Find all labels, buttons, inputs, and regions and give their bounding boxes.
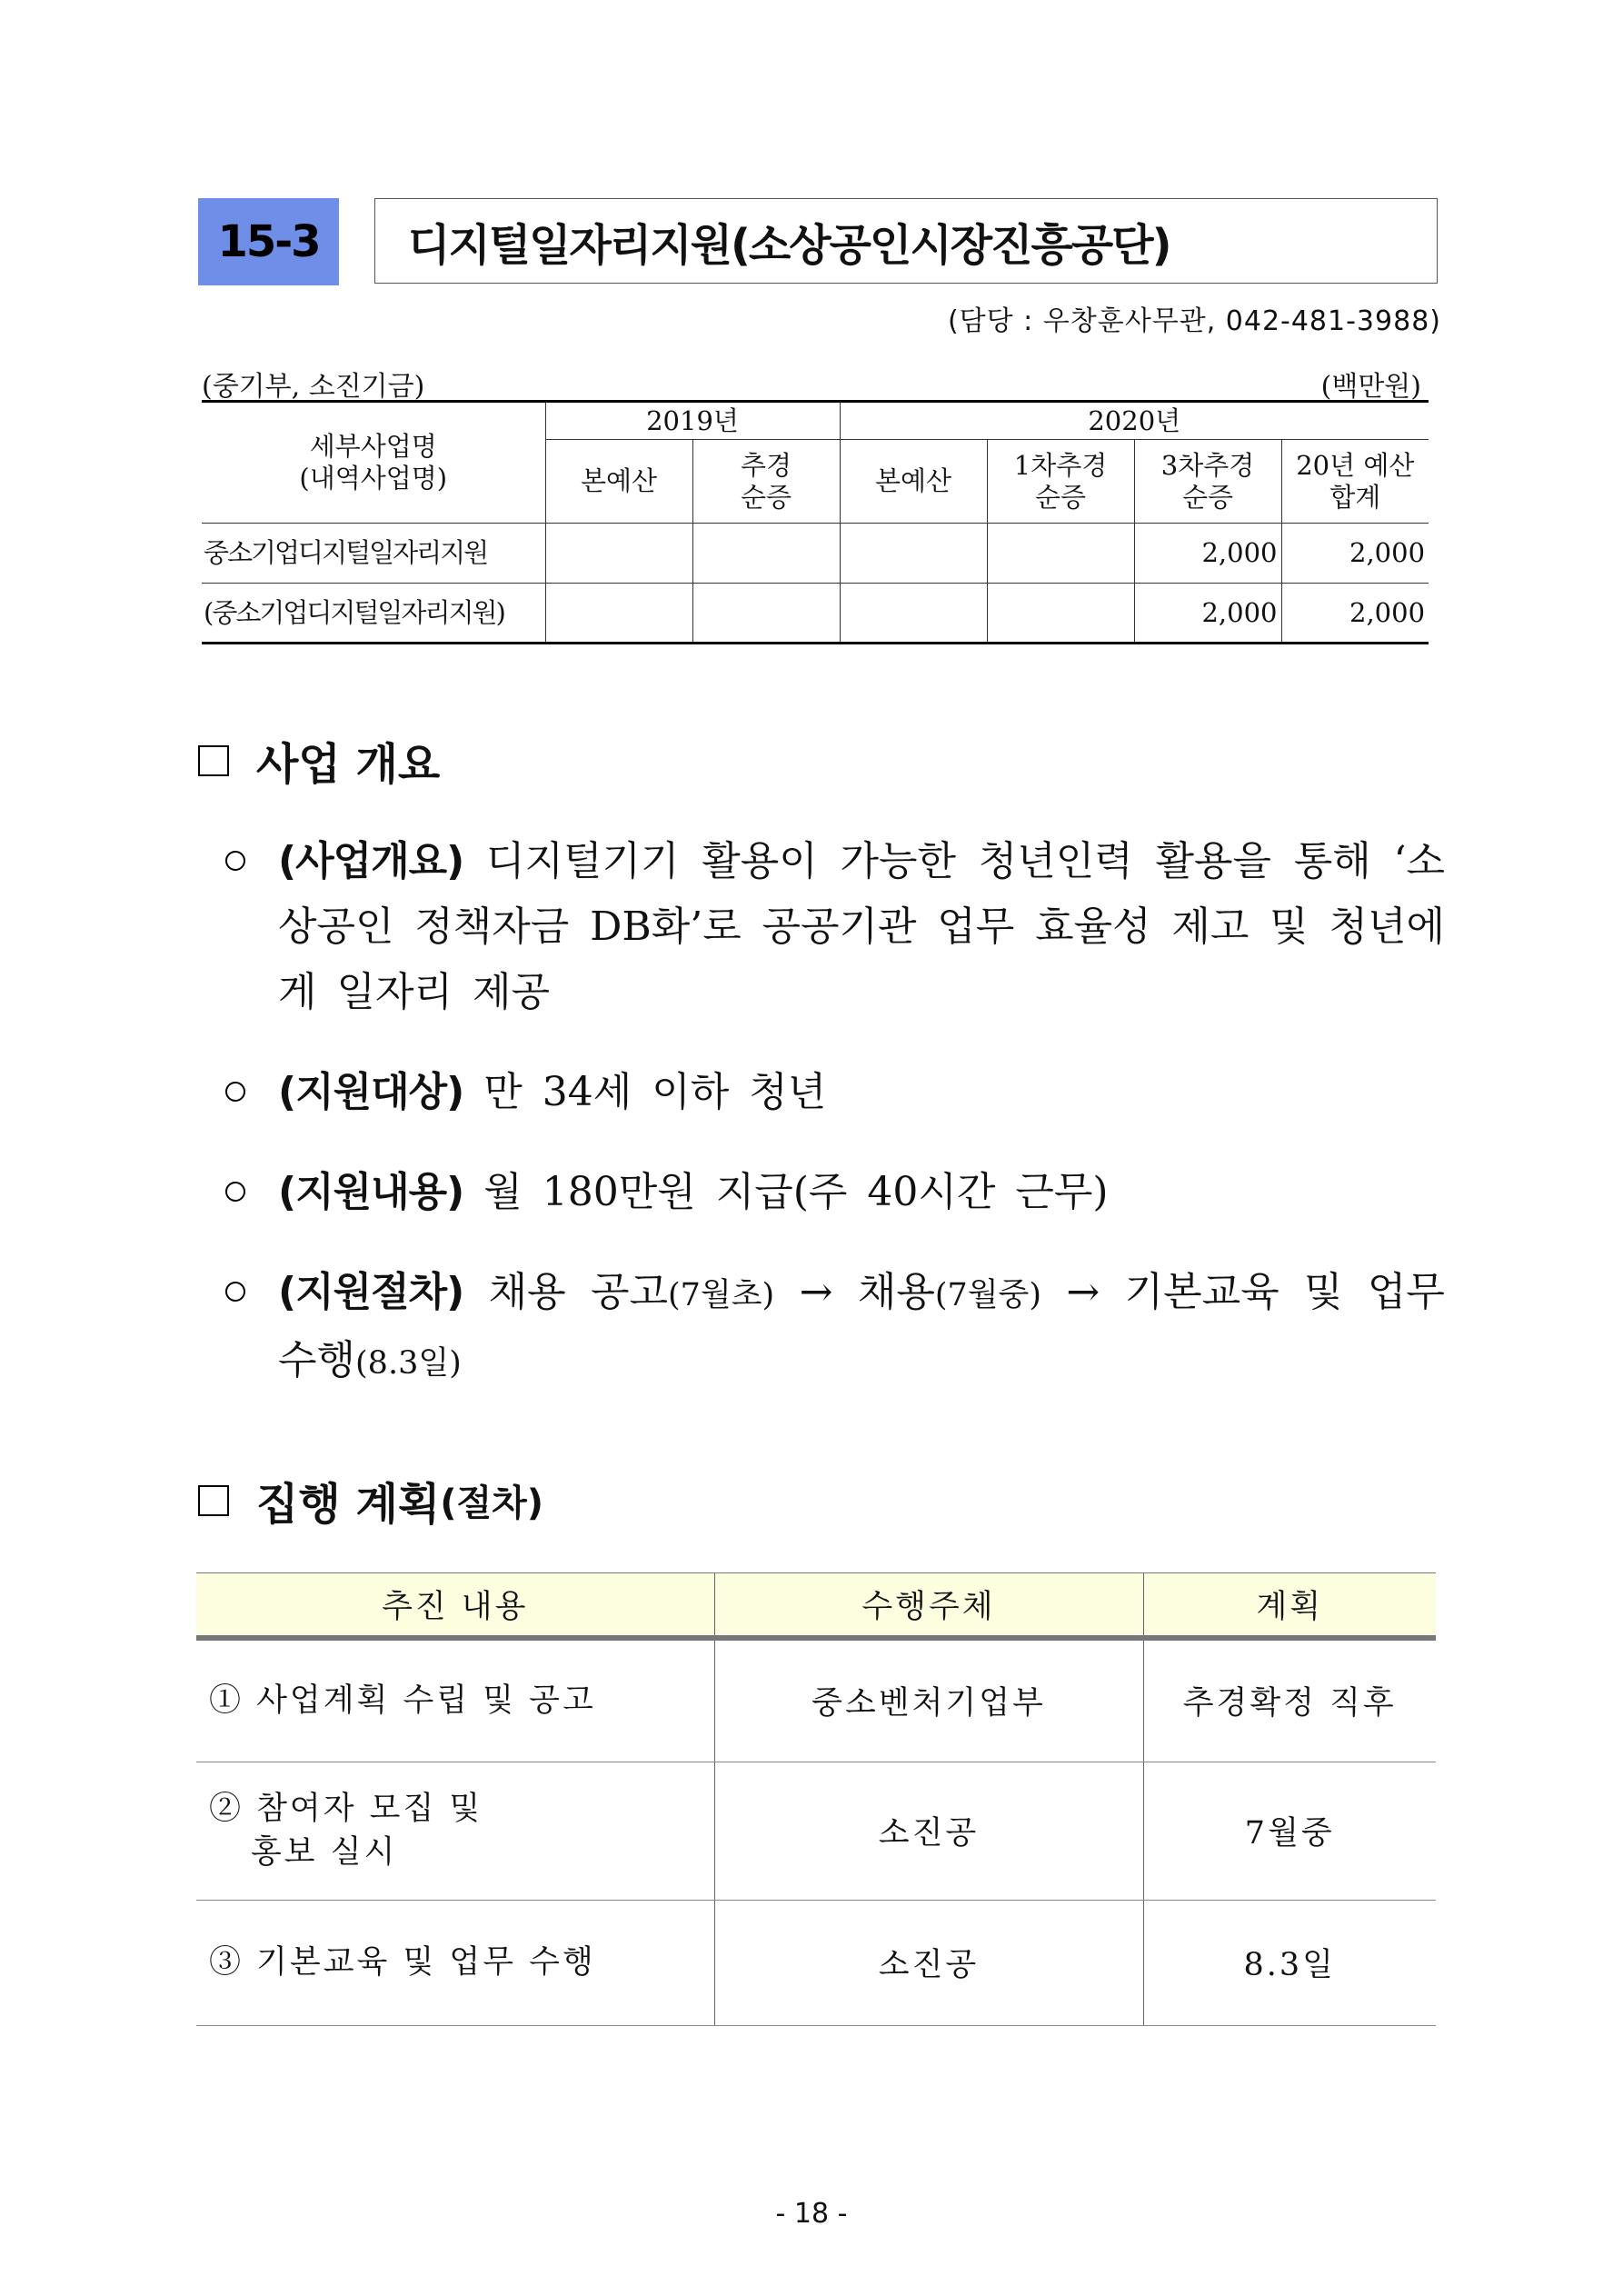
schedule-cell: 7월중 (1143, 1762, 1436, 1900)
cell-2020-base (840, 584, 987, 644)
step-cell (196, 1762, 714, 1900)
item-note: (8.3일) (355, 1345, 462, 1382)
item-tag: (지원절차) (278, 1269, 464, 1315)
cell-2019-base (545, 524, 692, 584)
item-text: 채용 공고 (488, 1269, 668, 1315)
cell-2020-supp1 (987, 584, 1134, 644)
header-2019-base: 본예산 (545, 440, 692, 524)
circle-bullet-icon (225, 1282, 245, 1302)
plan-heading (198, 1469, 543, 1532)
header-total-line1: 20년 예산 (1296, 449, 1415, 481)
cell-2019-supp (692, 584, 840, 644)
header-supp-line1: 추경 (740, 449, 792, 481)
step-cell (196, 1638, 714, 1762)
cell-2019-base (545, 584, 692, 644)
item-tag: (지원대상) (278, 1069, 464, 1115)
overview-item-procedure (218, 1260, 1445, 1396)
page-number: - 18 - (775, 2198, 848, 2230)
overview-heading (198, 729, 440, 792)
item-text: → 채용 (799, 1269, 935, 1315)
header-supp1-line1: 1차추경 (1013, 449, 1108, 481)
table-row (196, 1900, 1436, 2025)
ministry-label: (중기부, 소진기금) (202, 371, 425, 403)
header-total-line2: 합계 (1329, 481, 1381, 513)
header-project-name (202, 402, 545, 524)
item-tag: (지원내용) (278, 1169, 464, 1215)
step-line1: ① 사업계획 수립 및 공고 (209, 1682, 596, 1720)
item-tag: (사업개요) (278, 838, 464, 884)
schedule-cell: 8.3일 (1143, 1900, 1436, 2025)
item-text: 월 180만원 지급(주 40시간 근무) (483, 1169, 1109, 1215)
table-row (202, 524, 1429, 584)
checkbox-square-icon (198, 1485, 229, 1516)
contact-info: (담당 : 우창훈사무관, 042-481-3988) (947, 305, 1441, 337)
unit-label: (백만원) (1320, 371, 1421, 403)
header-schedule: 계획 (1143, 1573, 1436, 1639)
step-line1: ② 참여자 모집 및 (209, 1791, 483, 1827)
header-2020: 2020년 (840, 402, 1429, 440)
item-note: (7월중) (934, 1277, 1042, 1313)
header-2020-supp1 (987, 440, 1134, 524)
item-text: 디지털기기 활용이 가능한 청년인력 활용을 통해 ‘소상공인 정책자금 DB화’로 공공기관 업무 효율성 제고 및 청년에게 일자리 제공 (278, 838, 1445, 1015)
header-2019-supp (692, 440, 840, 524)
cell-2020-supp3: 2,000 (1134, 584, 1281, 644)
header-2019: 2019년 (545, 402, 840, 440)
circle-bullet-icon (225, 1182, 245, 1202)
header-2020-total (1281, 440, 1429, 524)
header-content: 추진 내용 (196, 1573, 714, 1639)
row-name: 중소기업디지털일자리지원 (202, 524, 545, 584)
circle-bullet-icon (225, 851, 245, 871)
overview-item-purpose (218, 829, 1445, 1025)
cell-2019-supp (692, 524, 840, 584)
plan-heading-text: 집행 계획 (256, 1479, 441, 1530)
section-number: 15-3 (198, 198, 339, 285)
header-2020-base: 본예산 (840, 440, 987, 524)
header-supp-line2: 순증 (740, 481, 792, 513)
table-row (196, 1762, 1436, 1900)
step-cell (196, 1900, 714, 2025)
cell-2020-base (840, 524, 987, 584)
table-row (202, 584, 1429, 644)
overview-item-target (218, 1060, 1445, 1125)
header-name-line1: 세부사업명 (309, 431, 437, 463)
section-title: 디지털일자리지원(소상공인시장진흥공단) (374, 198, 1438, 284)
cell-2020-supp3: 2,000 (1134, 524, 1281, 584)
item-text: 만 34세 이하 청년 (483, 1069, 827, 1115)
cell-2020-total: 2,000 (1281, 524, 1429, 584)
schedule-cell: 추경확정 직후 (1143, 1638, 1436, 1762)
step-line2: 홍보 실시 (251, 1834, 398, 1871)
cell-2020-total: 2,000 (1281, 584, 1429, 644)
header-supp3-line2: 순증 (1182, 481, 1234, 513)
header-actor: 수행주체 (714, 1573, 1143, 1639)
overview-item-support (218, 1160, 1445, 1225)
item-text: → 기본교육 및 업무 수행 (278, 1269, 1445, 1383)
row-name: (중소기업디지털일자리지원) (202, 584, 545, 644)
actor-cell: 소진공 (714, 1762, 1143, 1900)
actor-cell: 중소벤처기업부 (714, 1638, 1143, 1762)
plan-heading-sub: (절차) (440, 1482, 544, 1524)
overview-heading-text: 사업 개요 (256, 739, 441, 790)
circle-bullet-icon (225, 1082, 245, 1102)
header-2020-supp3 (1134, 440, 1281, 524)
step-line1: ③ 기본교육 및 업무 수행 (209, 1944, 596, 1981)
actor-cell: 소진공 (714, 1900, 1143, 2025)
cell-2020-supp1 (987, 524, 1134, 584)
budget-table (202, 400, 1429, 644)
plan-table (196, 1572, 1436, 2026)
header-supp1-line2: 순증 (1035, 481, 1087, 513)
table-row (196, 1638, 1436, 1762)
item-note: (7월초) (668, 1277, 775, 1313)
header-supp3-line1: 3차추경 (1160, 449, 1255, 481)
checkbox-square-icon (198, 745, 229, 776)
header-name-line2: (내역사업명) (299, 463, 448, 494)
